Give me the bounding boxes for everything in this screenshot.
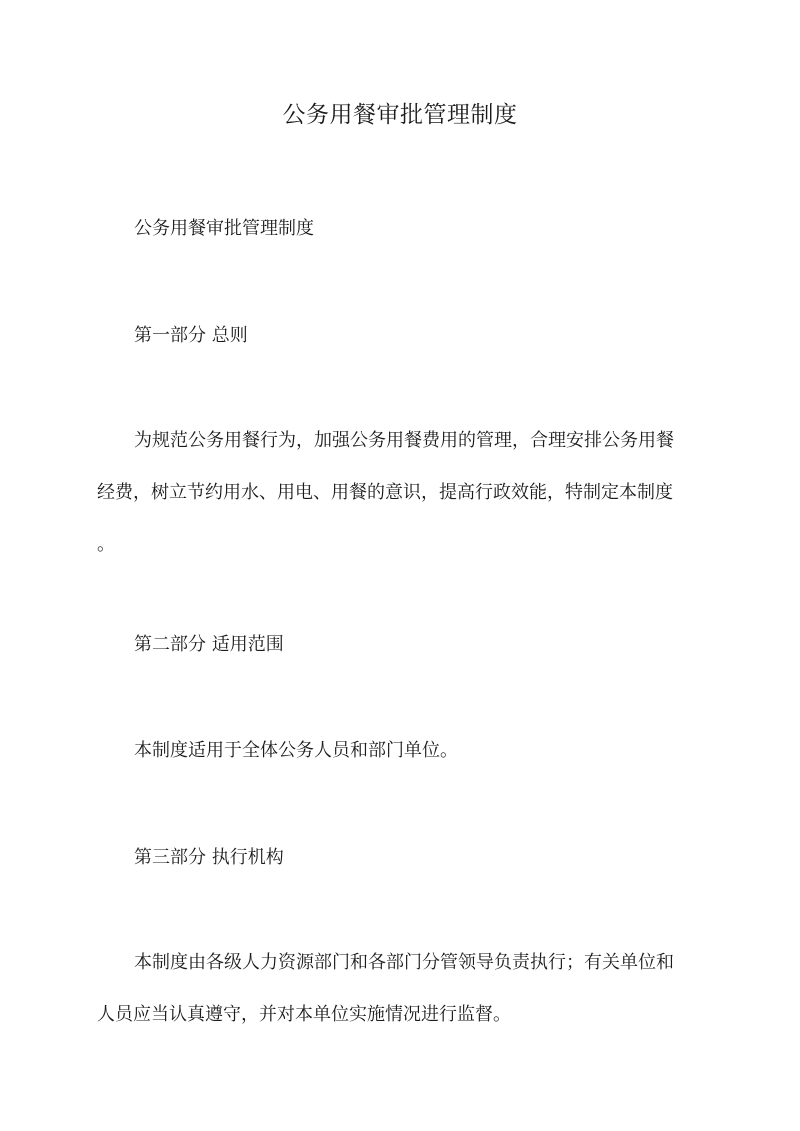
subtitle-text: 公务用餐审批管理制度 bbox=[134, 218, 314, 239]
document-title: 公务用餐审批管理制度 bbox=[282, 102, 518, 128]
section-1-body-line-1 bbox=[134, 420, 709, 462]
section-3-body-line-1-text: 本制度由各级人力资源部门和各部门分管领导负责执行；有关单位和 bbox=[134, 952, 674, 973]
section-1-heading bbox=[134, 315, 709, 357]
section-1-body-line-1-text: 为规范公务用餐行为，加强公务用餐费用的管理，合理安排公务用餐 bbox=[134, 430, 674, 451]
section-1-body-line-2 bbox=[97, 472, 709, 514]
section-1-body-line-3-text: 。 bbox=[97, 534, 115, 555]
section-3-body-line-1 bbox=[134, 942, 709, 984]
section-2-heading bbox=[134, 624, 709, 666]
section-3-body-line-2 bbox=[97, 994, 709, 1036]
section-1-body-line-3 bbox=[97, 524, 709, 566]
section-2-heading-text: 第二部分 适用范围 bbox=[134, 634, 284, 655]
section-2-body bbox=[134, 730, 709, 772]
section-2-body-text: 本制度适用于全体公务人员和部门单位。 bbox=[134, 740, 458, 761]
section-3-heading bbox=[134, 837, 709, 879]
section-3-heading-text: 第三部分 执行机构 bbox=[134, 847, 284, 868]
section-1-heading-text: 第一部分 总则 bbox=[134, 325, 248, 346]
document-subtitle bbox=[134, 208, 709, 250]
section-3-body-line-2-text: 人员应当认真遵守，并对本单位实施情况进行监督。 bbox=[97, 1004, 511, 1025]
section-1-body-line-2-text: 经费，树立节约用水、用电、用餐的意识，提高行政效能，特制定本制度 bbox=[97, 482, 673, 503]
